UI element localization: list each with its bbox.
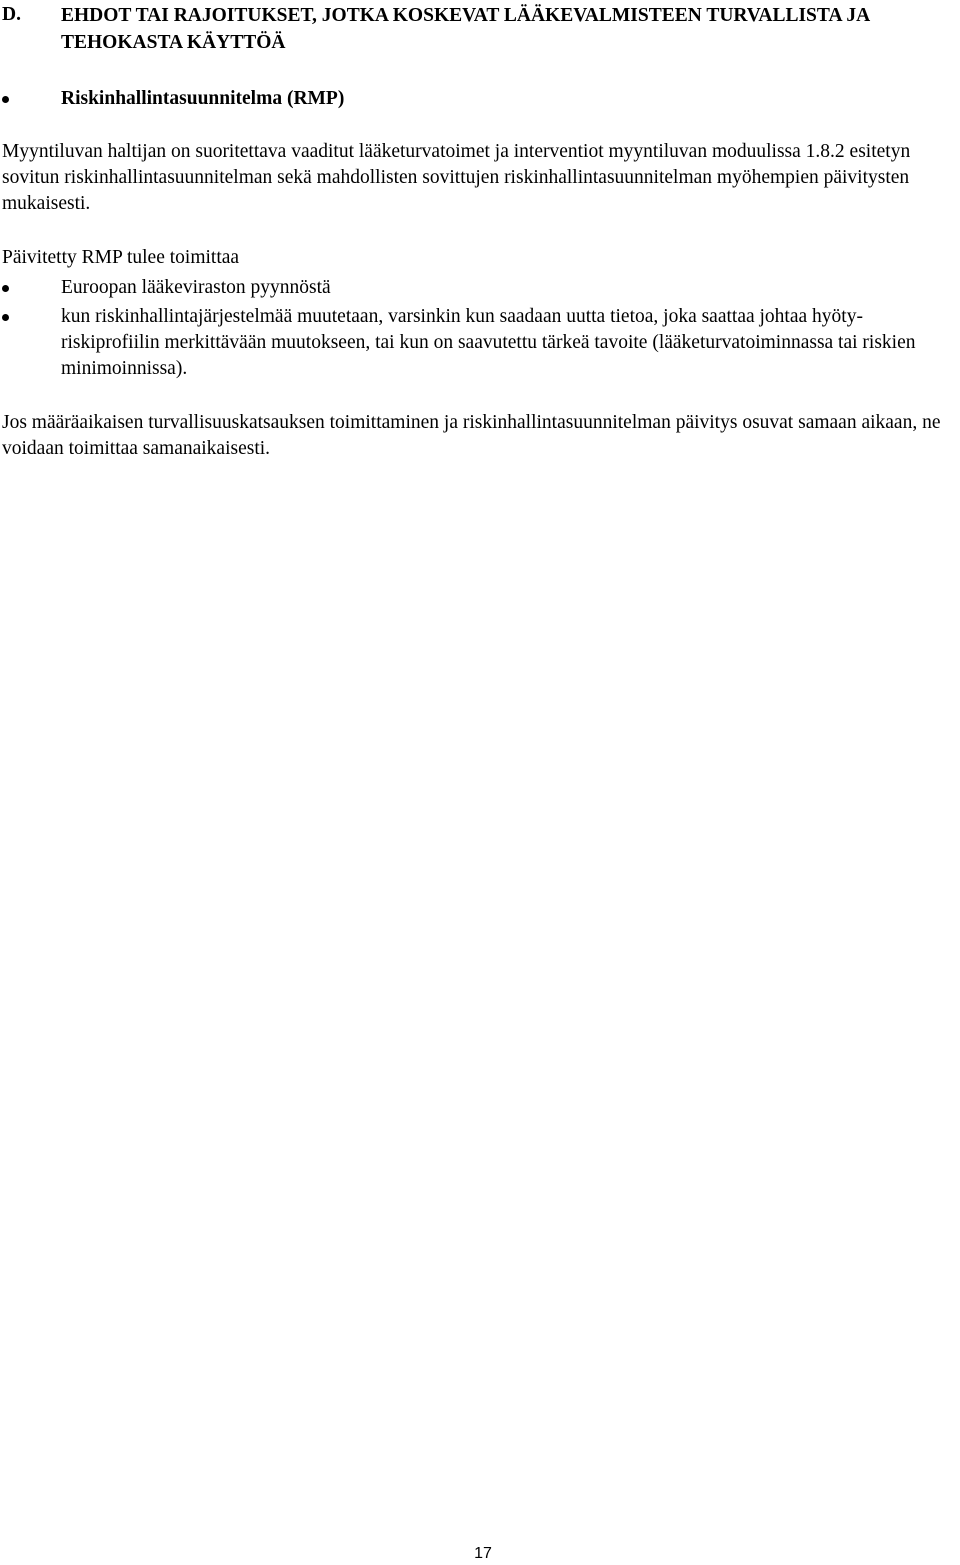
paragraph-obligations: Myyntiluvan haltijan on suoritettava vaaditut lääketurvatoimet ja interventiot myyntiluvan moduulissa 1.8.2 esitetyn sovitun riskinhallintasuunnitelman sekä mahdollisten sovittujen riskinhallintasuunnitelman myöhempien päivitysten mukaisesti. <box>2 141 911 214</box>
section-title: EHDOT TAI RAJOITUKSET, JOTKA KOSKEVAT LÄÄKEVALMISTEEN TURVALLISTA JA TEHOKASTA KÄYTTÖÄ <box>61 5 870 53</box>
paragraph-psur-timing: Jos määräaikaisen turvallisuuskatsauksen toimittaminen ja riskinhallintasuunnitelman päivitys osuvat samaan aikaan, ne voidaan toimittaa samanaikaisesti. <box>2 412 941 459</box>
bullet-icon <box>2 285 9 292</box>
paragraph-rmp-submission: Päivitetty RMP tulee toimittaa <box>2 247 240 268</box>
section-letter: D. <box>2 4 21 25</box>
list-item-text: kun riskinhallintajärjestelmää muutetaan, varsinkin kun saadaan uutta tietoa, joka saattaa johtaa hyöty-riskiprofiilin merkittävään muutokseen, tai kun on saavutettu tärkeä tavoite (lääketurvatoiminnassa tai riskien minimoinnissa). <box>61 306 916 379</box>
list-item-text: Euroopan lääkeviraston pyynnöstä <box>61 277 331 298</box>
bullet-icon <box>2 96 9 103</box>
subheading: Riskinhallintasuunnitelma (RMP) <box>61 88 345 109</box>
page-number: 17 <box>474 1545 492 1562</box>
bullet-icon <box>2 314 9 321</box>
